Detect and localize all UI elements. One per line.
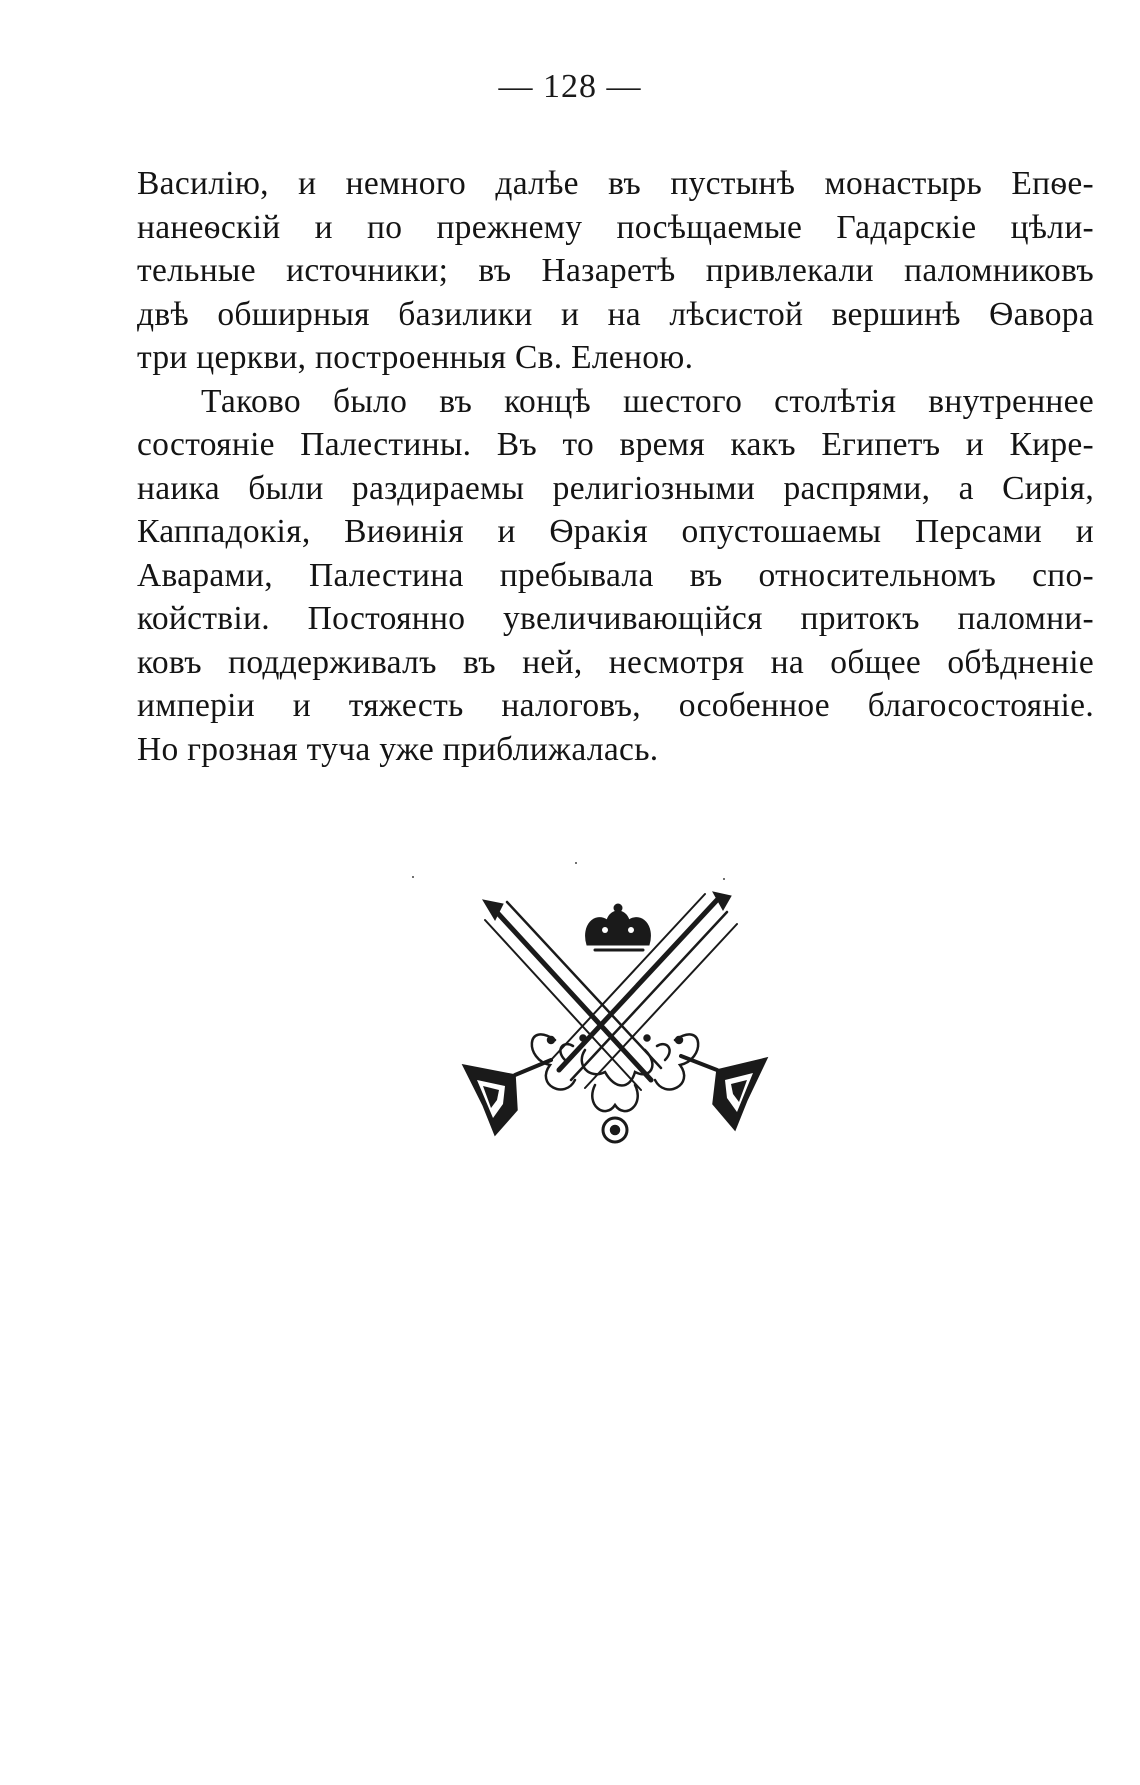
text-line: состояніе Палестины. Въ то время какъ Египетъ и Кире- — [137, 426, 1094, 463]
paragraph-2 — [137, 380, 1094, 772]
text-line: койствіи. Постоянно увеличивающійся притокъ паломни- — [137, 600, 1094, 637]
left-spearhead-icon — [463, 1060, 551, 1135]
text-line: три церкви, построенныя Св. Еленою. — [137, 339, 694, 376]
crown-icon — [586, 904, 651, 950]
text-line: Аварами, Палестина пребывала въ относительномъ спо- — [137, 556, 1094, 594]
print-speck — [575, 862, 577, 864]
text-line: Но грозная туча уже приближалась. — [137, 730, 659, 768]
text-line: двѣ обширныя базилики и на лѣсистой вершинѣ Ѳавора — [137, 295, 1094, 333]
paragraph-1 — [137, 162, 1094, 380]
right-spearhead-icon — [681, 1056, 767, 1130]
text-line: наика были раздираемы религіозными распрями, а Сирія, — [137, 469, 1094, 507]
text-line: Василію, и немного далѣе въ пустынѣ монастырь Епѳе- — [137, 165, 1094, 202]
text-line: тельные источники; въ Назаретѣ привлекали паломниковъ — [137, 252, 1094, 289]
page-number: — 128 — — [498, 68, 642, 105]
text-line: Таково было въ концѣ шестого столѣтія внутреннее — [201, 382, 1094, 420]
body-text — [137, 162, 1094, 771]
text-line: имперіи и тяжесть налоговъ, особенное благосостояніе. — [137, 687, 1094, 724]
text-line: Каппадокія, Виѳинія и Ѳракія опустошаемы Персами и — [137, 513, 1094, 550]
text-line: ковъ поддерживалъ въ ней, несмотря на общее обѣдненіе — [137, 643, 1094, 681]
print-speck — [723, 878, 725, 880]
scrollwork-icon — [532, 1034, 698, 1142]
print-speck — [412, 876, 414, 878]
crossed-staffs-crown-ornament-icon — [455, 890, 775, 1155]
text-line: нанеѳскій и по прежнему посѣщаемые Гадарскіе цѣли- — [137, 208, 1094, 246]
